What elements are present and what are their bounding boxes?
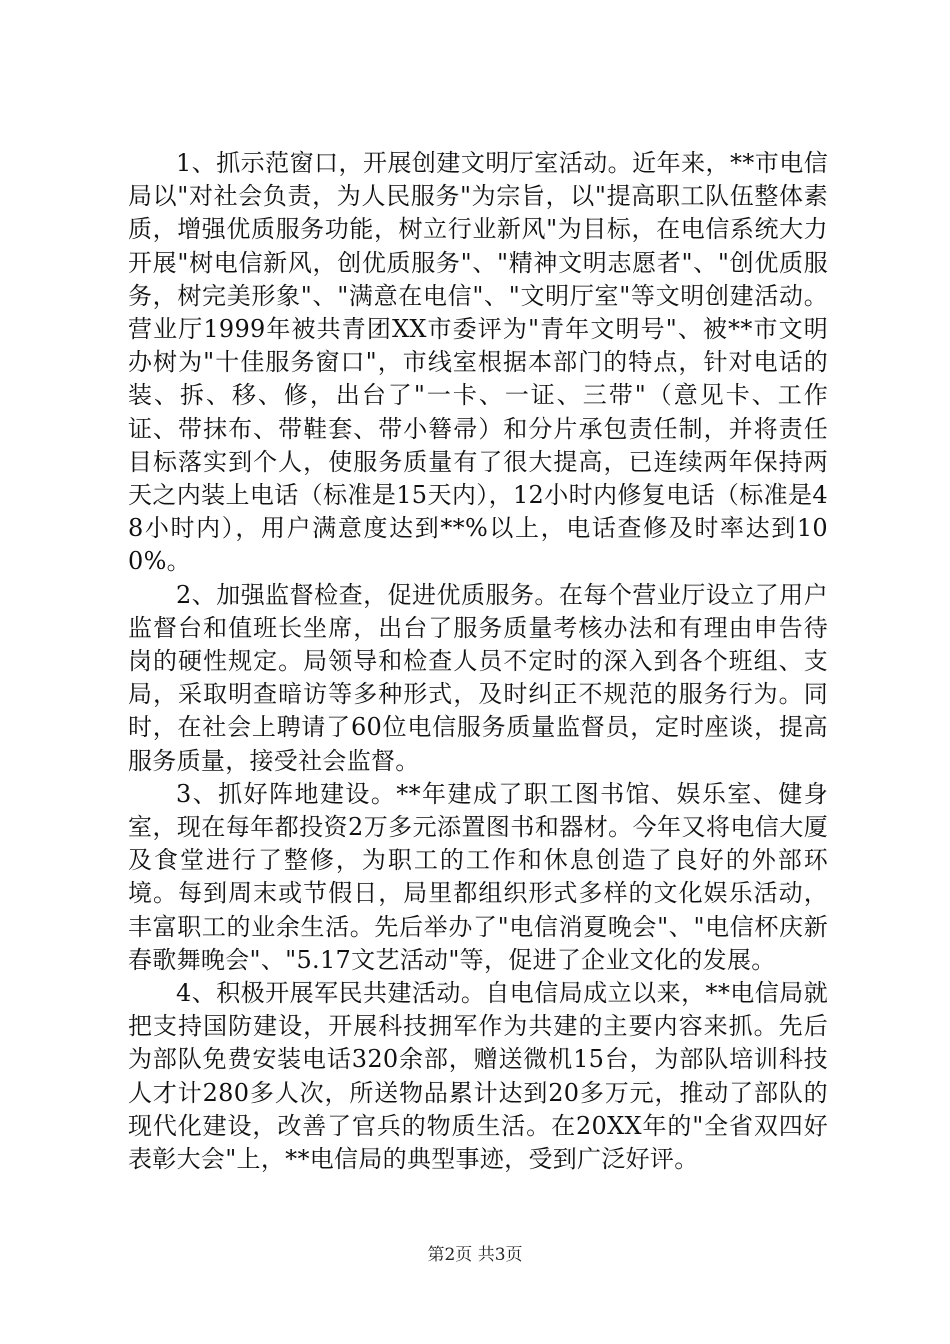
document-body [128,147,828,1176]
paragraph-4: 4、积极开展军民共建活动。自电信局成立以来，**电信局就把支持国防建设，开展科技拥军作为共建的主要内容来抓。先后为部队免费安装电话320余部，赠送微机15台，为部队培训科技人才计280多人次，所送物品累计达到20多万元，推动了部队的现代化建设，改善了官兵的物质生活。在20XX年的"全省双四好表彰大会"上，**电信局的典型事迹，受到广泛好评。 [128,979,828,1174]
page-footer: 第2页 共3页 [427,1245,523,1265]
paragraph-1: 1、抓示范窗口，开展创建文明厅室活动。近年来，**市电信局以"对社会负责，为人民服务"为宗旨，以"提高职工队伍整体素质，增强优质服务功能，树立行业新风"为目标，在电信系统大力开展"树电信新风，创优质服务"、"精神文明志愿者"、"创优质服务，树完美形象"、"满意在电信"、"文明厅室"等文明创建活动。营业厅1999年被共青团XX市委评为"青年文明号"、被**市文明办树为"十佳服务窗口"，市线室根据本部门的特点，针对电话的装、拆、移、修，出台了"一卡、一证、三带"（意见卡、工作证、带抹布、带鞋套、带小簮帚）和分片承包责任制，并将责任目标落实到个人，使服务质量有了很大提高，已连续两年保持两天之内装上电话（标准是15天内），12小时内修复电话（标准是48小时内），用户满意度达到**%以上，电话查修及时率达到100%。 [128,149,828,576]
paragraph-3: 3、抓好阵地建设。**年建成了职工图书馆、娱乐室、健身室，现在每年都投资2万多元添置图书和器材。今年又将电信大厦及食堂进行了整修，为职工的工作和休息创造了良好的外部环境。每到周末或节假日，局里都组织形式多样的文化娱乐活动，丰富职工的业余生活。先后举办了"电信消夏晚会"、"电信杯庆新春歌舞晚会"、"5.17文艺活动"等，促进了企业文化的发展。 [128,779,828,974]
paragraph-2: 2、加强监督检查，促进优质服务。在每个营业厅设立了用户监督台和值班长坐席，出台了服务质量考核办法和有理由申告待岗的硬性规定。局领导和检查人员不定时的深入到各个班组、支局，采取明查暗访等多种形式，及时纠正不规范的服务行为。同时，在社会上聘请了60位电信服务质量监督员，定时座谈，提高服务质量，接受社会监督。 [128,580,828,775]
